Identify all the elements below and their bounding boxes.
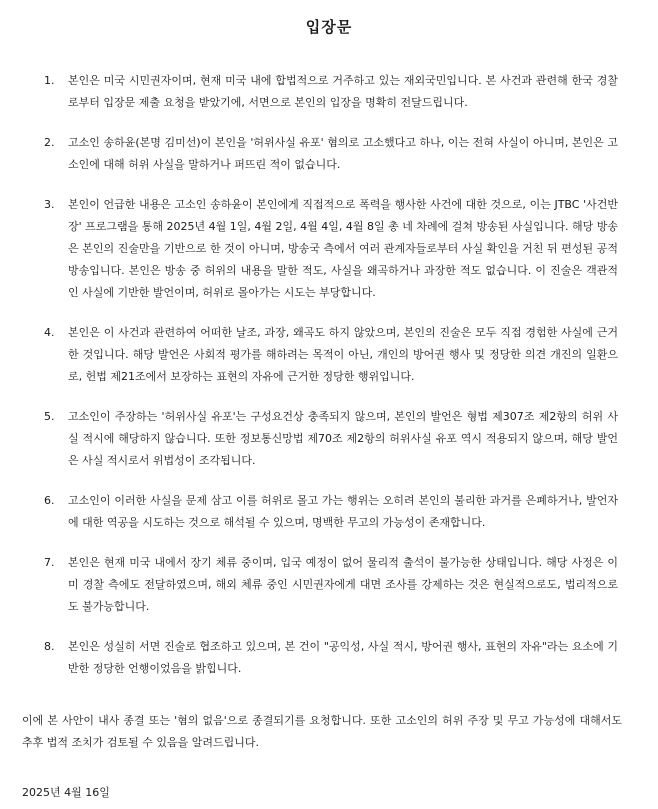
clause-item — [44, 490, 618, 534]
clause-item — [44, 406, 618, 472]
clause-text: 본인은 미국 시민권자이며, 현재 미국 내에 합법적으로 거주하고 있는 재외국민입니다. 본 사건과 관련해 한국 경찰로부터 입장문 제출 요청을 받았기에, 서면으로 본인의 입장을 명확히 전달드립니다. — [68, 74, 618, 109]
clause-text: 고소인이 이러한 사실을 문제 삼고 이를 허위로 몰고 가는 행위는 오히려 본인의 불리한 과거를 은폐하거나, 발언자에 대한 역공을 시도하는 것으로 해석될 수 있으며, 명백한 무고의 가능성이 존재합니다. — [68, 494, 618, 529]
clause-item — [44, 322, 618, 388]
clause-item — [44, 70, 618, 114]
document-date: 2025년 4월 16일 — [22, 786, 110, 799]
clause-item — [44, 132, 618, 176]
clause-number: 5. — [44, 410, 55, 423]
clause-text: 본인이 언급한 내용은 고소인 송하윤이 본인에게 직접적으로 폭력을 행사한 사건에 대한 것으로, 이는 JTBC '사건반장' 프로그램을 통해 2025년 4월 1일, 4월 2일, 4월 4일, 4월 8일 총 네 차례에 걸쳐 방송된 사실입니다. 해당 방송은 본인의 진술만을 기반으로 한 것이 아니며, 방송국 측에서 여러 관계자들로부터 사실 확인을 거친 뒤 편성된 공적 방송입니다. 본인은 방송 중 허위의 내용을 말한 적도, 사실을 왜곡하거나 과장한 적도 없습니다. 이 진술은 객관적인 사실에 기반한 발언이며, 허위로 몰아가는 시도는 부당합니다. — [68, 198, 618, 299]
clause-list — [44, 70, 618, 698]
clause-number: 7. — [44, 556, 55, 569]
clause-number: 4. — [44, 326, 55, 339]
clause-text: 고소인 송하윤(본명 김미선)이 본인을 '허위사실 유포' 혐의로 고소했다고 하나, 이는 전혀 사실이 아니며, 본인은 고소인에 대해 허위 사실을 말하거나 퍼뜨린 적이 없습니다. — [68, 136, 618, 171]
clause-text: 본인은 이 사건과 관련하여 어떠한 날조, 과장, 왜곡도 하지 않았으며, 본인의 진술은 모두 직접 경험한 사실에 근거한 것입니다. 해당 발언은 사회적 평가를 해하려는 목적이 아닌, 개인의 방어권 행사 및 정당한 의견 개진의 일환으로, 헌법 제21조에서 보장하는 표현의 자유에 근거한 정당한 행위입니다. — [68, 326, 618, 383]
closing-paragraph: 이에 본 사안이 내사 종결 또는 '혐의 없음'으로 종결되기를 요청합니다. 또한 고소인의 허위 주장 및 무고 가능성에 대해서도 추후 법적 조치가 검토될 수 있음을 알려드립니다. — [22, 714, 623, 749]
clause-number: 6. — [44, 494, 55, 507]
clause-text: 고소인이 주장하는 '허위사실 유포'는 구성요건상 충족되지 않으며, 본인의 발언은 형법 제307조 제2항의 허위 사실 적시에 해당하지 않습니다. 또한 정보통신망법 제70조 제2항의 허위사실 유포 역시 적용되지 않으며, 해당 발언은 사실 적시로서 위법성이 조각됩니다. — [68, 410, 618, 467]
clause-number: 1. — [44, 74, 55, 87]
clause-item — [44, 636, 618, 680]
clause-number: 8. — [44, 640, 55, 653]
document-title: 입장문 — [305, 18, 353, 36]
clause-item — [44, 552, 618, 618]
clause-number: 3. — [44, 198, 55, 211]
clause-text: 본인은 성실히 서면 진술로 협조하고 있으며, 본 건이 "공익성, 사실 적시, 방어권 행사, 표현의 자유"라는 요소에 기반한 정당한 언행이었음을 밝힙니다. — [68, 640, 618, 675]
clause-number: 2. — [44, 136, 55, 149]
clause-text: 본인은 현재 미국 내에서 장기 체류 중이며, 입국 예정이 없어 물리적 출석이 불가능한 상태입니다. 해당 사정은 이미 경찰 측에도 전달하였으며, 해외 체류 중인 시민권자에게 대면 조사를 강제하는 것은 현실적으로도, 법리적으로도 불가능합니다. — [68, 556, 618, 613]
clause-item — [44, 194, 618, 304]
